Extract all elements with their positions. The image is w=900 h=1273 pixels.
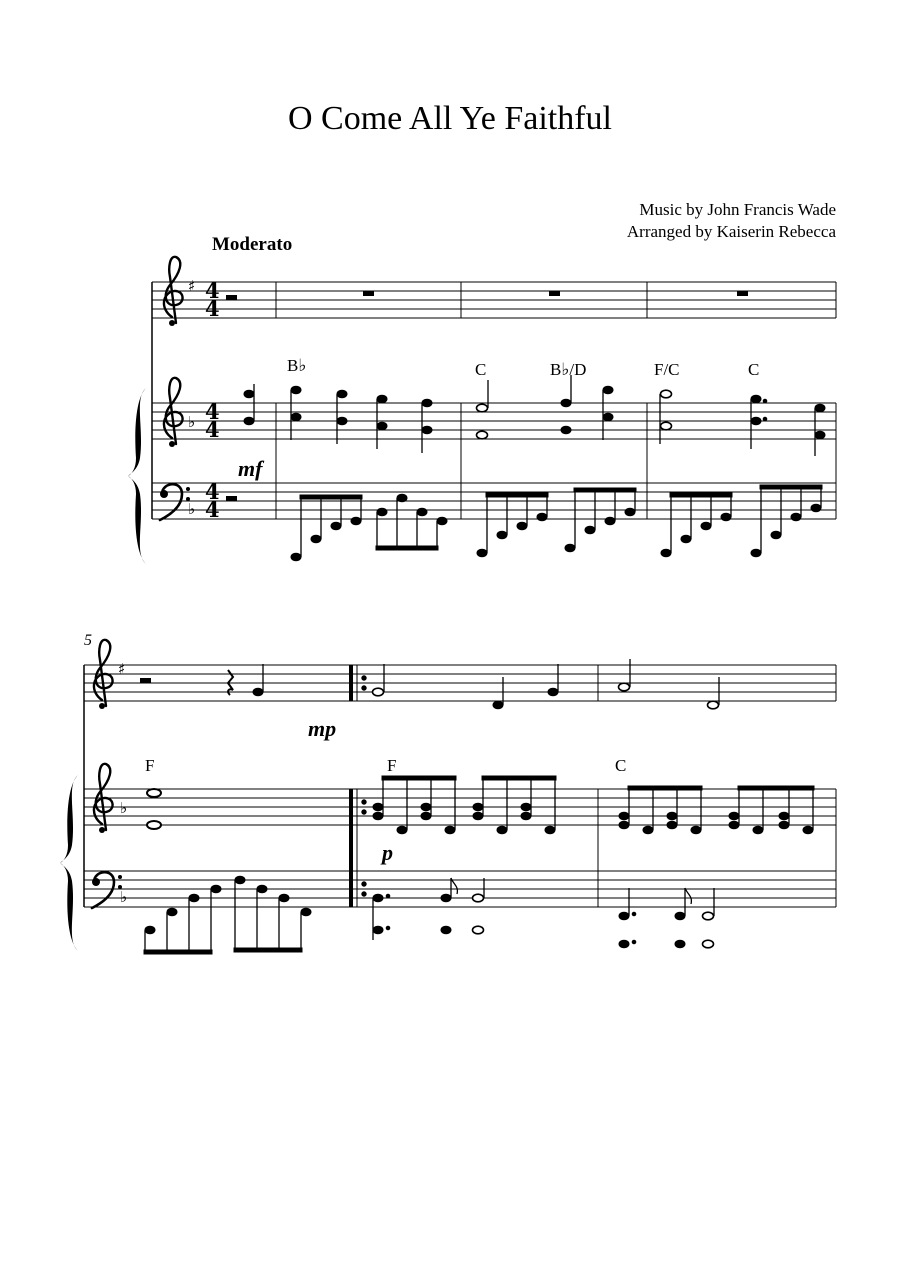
dynamic-marking: mp [308, 716, 337, 741]
svg-text:4: 4 [205, 479, 220, 504]
arranger-credit: Arranged by Kaiserin Rebecca [626, 222, 836, 241]
svg-text:4: 4 [205, 399, 220, 424]
measure-number: 5 [84, 632, 92, 649]
dynamic-marking: p [382, 840, 393, 865]
piece-title: O Come All Ye Faithful [288, 100, 612, 137]
chord-symbol: C [615, 756, 627, 775]
chord-symbol: B♭/D [550, 360, 587, 379]
chord-symbol: F [145, 756, 155, 775]
composer-credit: Music by John Francis Wade [639, 200, 836, 219]
svg-text:4: 4 [205, 296, 220, 321]
svg-text:♭: ♭ [120, 888, 128, 906]
chord-symbol: F [387, 756, 397, 775]
tempo-marking: Moderato [212, 234, 293, 255]
chord-symbol: B♭ [287, 356, 307, 375]
chord-symbol: F/C [654, 360, 680, 379]
dynamic-marking: mf [238, 456, 263, 481]
svg-text:♭: ♭ [120, 799, 128, 817]
svg-text:♯: ♯ [188, 277, 196, 295]
svg-text:4: 4 [205, 497, 220, 522]
svg-text:♯: ♯ [118, 660, 126, 678]
chord-symbol: C [748, 360, 760, 379]
svg-text:♭: ♭ [188, 413, 196, 431]
chord-symbol: C [475, 360, 487, 379]
svg-text:♭: ♭ [188, 500, 196, 518]
svg-text:4: 4 [205, 278, 220, 303]
svg-text:4: 4 [205, 417, 220, 442]
